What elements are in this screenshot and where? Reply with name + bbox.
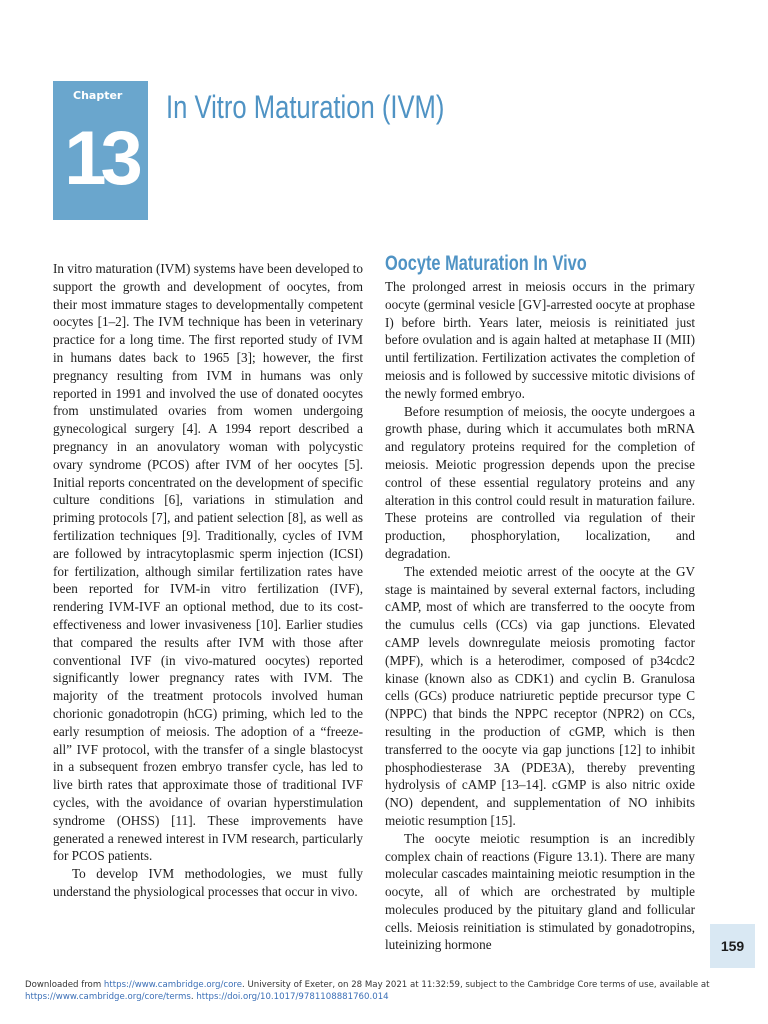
section-paragraph-1: The prolonged arrest in meiosis occurs in the primary oocyte (germinal vesicle [GV]-arrested oocyte at prophase I) before birth. Years later, meiosis is reinitiated just before ovulation and is again halted at metaphase II (MII) until fertilization. Fertilization activates the completion of meiosis and is followed by successive mitotic divisions of the newly formed embryo.	[385, 279, 695, 401]
chapter-badge	[53, 81, 148, 220]
chapter-label: Chapter	[73, 89, 123, 102]
section-paragraph-4: The oocyte meiotic resumption is an incredibly complex chain of reactions (Figure 13.1). There are many molecular cascades maintaining meiotic resumption in the oocyte, all of which are orchestrated by multiple molecules produced by the pituitary gland and follicular cells. Meiosis reinitiation is stimulated by gonadotropins, luteinizing hormone	[385, 830, 695, 953]
left-column	[53, 260, 363, 901]
footer-prefix: Downloaded from	[25, 980, 104, 990]
download-footer	[25, 979, 745, 1003]
terms-link[interactable]: https://www.cambridge.org/core/terms	[25, 992, 191, 1002]
right-column	[385, 278, 695, 954]
section-paragraph-2: Before resumption of meiosis, the oocyte undergoes a growth phase, during which it accumulates both mRNA and regulatory proteins required for the completion of meiosis. Meiotic progression depends upon the precise control of these essential regulatory proteins and any alteration in this control could result in maturation failure. These proteins are controlled via regulation of their production, phosphorylation, localization, and degradation.	[385, 403, 695, 561]
doi-link[interactable]: https://doi.org/10.1017/9781108881760.014	[196, 992, 389, 1002]
section-heading: Oocyte Maturation In Vivo	[385, 252, 587, 275]
page-number: 159	[710, 924, 755, 968]
section-paragraph-3: The extended meiotic arrest of the oocyte at the GV stage is maintained by several external factors, including cAMP, most of which are transferred to the oocyte from the cumulus cells (CCs) via gap junctions. Elevated cAMP levels downregulate meiosis promoting factor (MPF), which is a heterodimer, composed of p34cdc2 kinase (known also as CDK1) and cyclin B. Granulosa cells (GCs) produce natriuretic peptide precursor type C (NPPC) that binds the NPPC receptor (NPR2) on CCs, resulting in the production of cGMP, which is then transferred to the oocyte via gap junctions [12] to inhibit phosphodiesterase 3A (PDE3A), thereby preventing hydrolysis of cAMP [13–14]. cGMP is also nitric oxide (NO) dependent, and supplementation of NO inhibits meiotic resumption [15].	[385, 563, 695, 828]
core-link[interactable]: https://www.cambridge.org/core	[103, 980, 243, 990]
chapter-title: In Vitro Maturation (IVM)	[166, 89, 445, 125]
footer-middle: . University of Exeter, on 28 May 2021 at 11:32:59, subject to the Cambridge Core terms of use, available at	[242, 980, 710, 990]
footer-separator: .	[190, 992, 197, 1002]
intro-paragraph-2: To develop IVM methodologies, we must fully understand the physiological processes that occur in vivo.	[53, 866, 363, 899]
chapter-number: 13	[64, 116, 137, 201]
intro-paragraph-1: In vitro maturation (IVM) systems have been developed to support the growth and development of oocytes, from their most immature stages to developmentally competent oocytes [1–2]. The IVM technique has been in veterinary practice for a long time. The first reported study of IVM in humans dates back to 1965 [3]; however, the first pregnancy resulting from IVM in humans was only reported in 1991 and involved the use of donated oocytes from unstimulated ovaries from women undergoing gynecological surgery [4]. A 1994 report described a pregnancy in an anovulatory woman with polycystic ovary syndrome (PCOS) after IVM of her oocytes [5]. Initial reports concentrated on the development of specific culture conditions [6], variations in stimulation and priming protocols [7], and patient selection [8], as well as fertilization techniques [9]. Traditionally, cycles of IVM are followed by intracytoplasmic sperm injection (ICSI) for fertilization, although similar fertilization rates have been reported for IVM-in vitro fertilization (IVF), rendering IVM-IVF an optional method, due to its cost-effectiveness and lower invasiveness [10]. Earlier studies that compared the results after IVM with those after conventional IVF (in vivo-matured oocytes) reported significantly lower pregnancy rates with IVM. The majority of the treatment protocols involved human chorionic gonadotropin (hCG) priming, which led to the early resumption of meiosis. The adoption of a “freeze-all” IVF protocol, with the transfer of a single blastocyst in a subsequent frozen embryo transfer cycle, has led to live birth rates that approximate those of traditional IVF cycles, with the avoidance of ovarian hyperstimulation syndrome (OHSS) [11]. These improvements have generated a renewed interest in IVM research, particularly for PCOS patients.	[53, 261, 363, 864]
